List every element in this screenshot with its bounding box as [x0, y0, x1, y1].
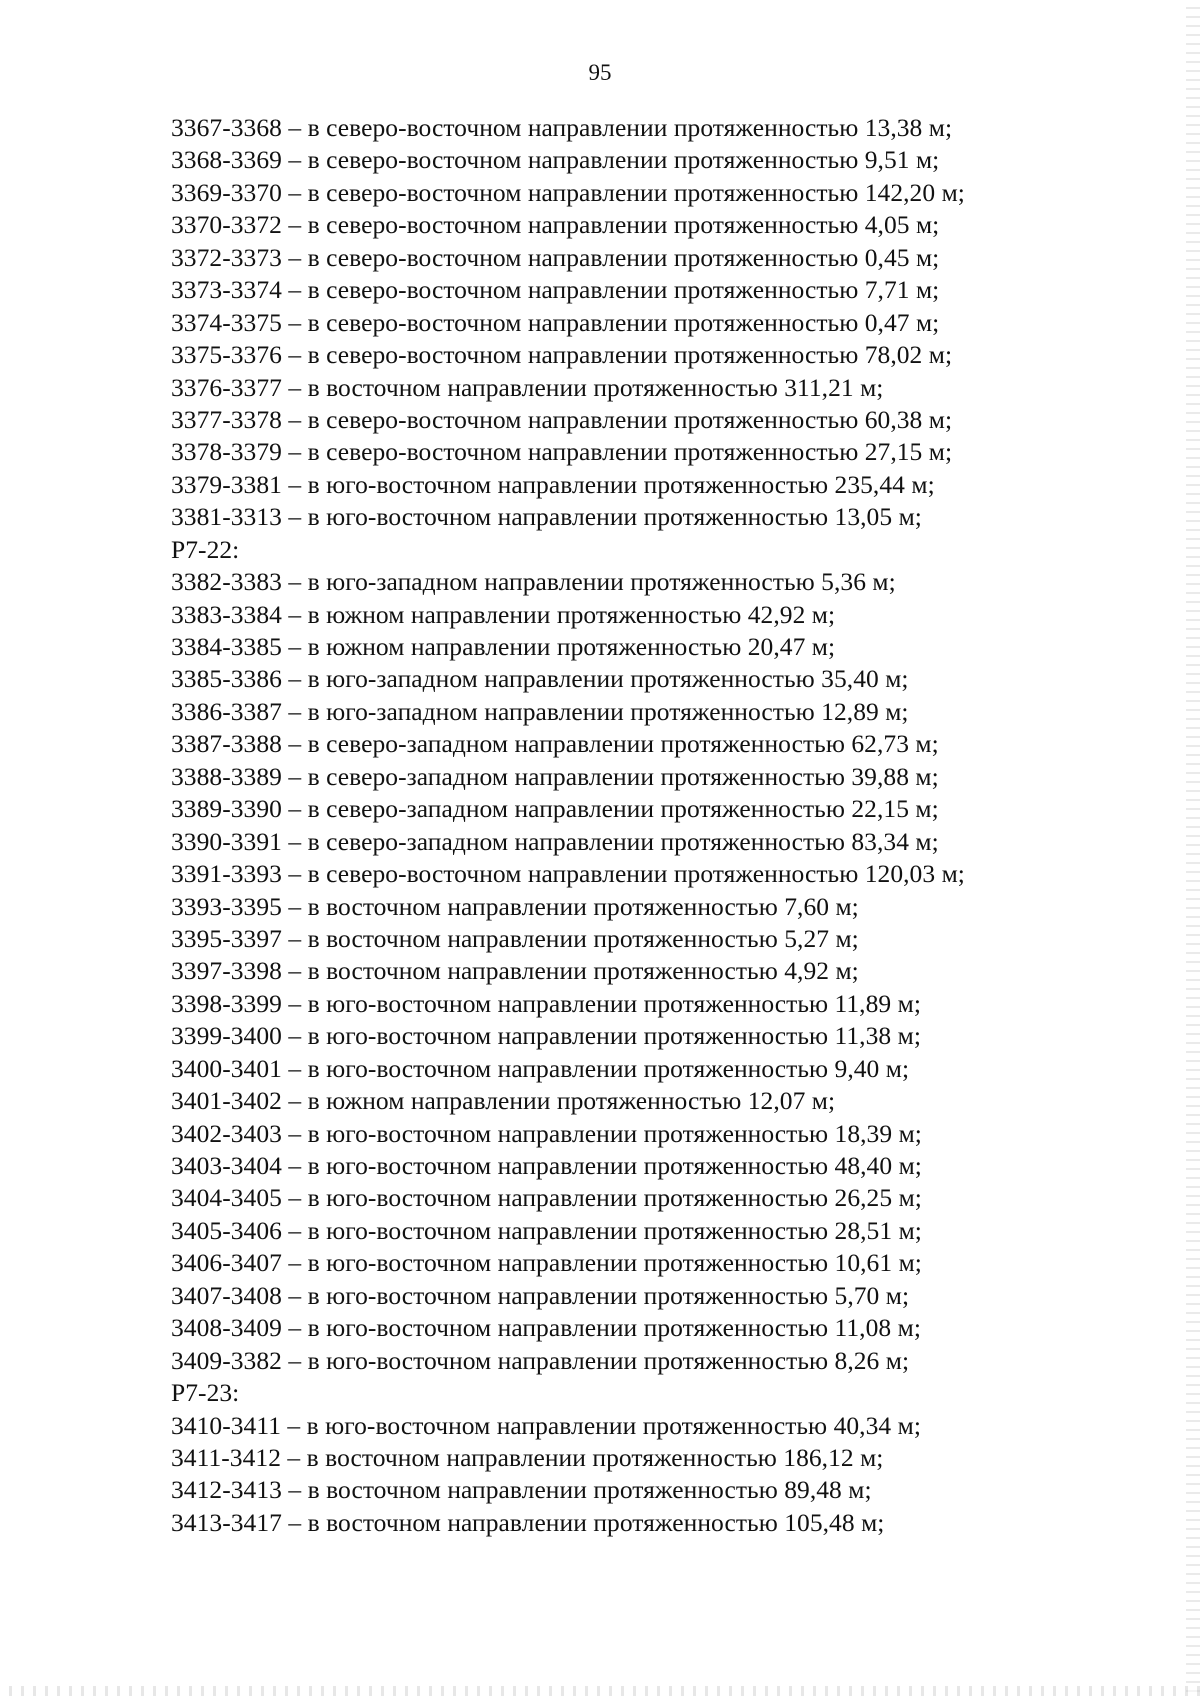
- segment-line: 3406-3407 – в юго-восточном направлении протяженностью 10,61 м;: [171, 1248, 922, 1278]
- segment-line: 3378-3379 – в северо-восточном направлении протяженностью 27,15 м;: [171, 437, 953, 467]
- segment-line: 3391-3393 – в северо-восточном направлении протяженностью 120,03 м;: [171, 859, 965, 889]
- segment-line: 3401-3402 – в южном направлении протяженностью 12,07 м;: [171, 1086, 836, 1116]
- scan-edge-right: [1186, 0, 1200, 1696]
- segment-line: 3367-3368 – в северо-восточном направлении протяженностью 13,38 м;: [171, 113, 953, 142]
- segment-line: 3377-3378 – в северо-восточном направлении протяженностью 60,38 м;: [171, 404, 953, 434]
- segment-line: 3411-3412 – в восточном направлении протяженностью 186,12 м;: [171, 1442, 884, 1472]
- segment-line: 3372-3373 – в северо-восточном направлении протяженностью 0,45 м;: [171, 242, 940, 272]
- segment-line: 3393-3395 – в восточном направлении протяженностью 7,60 м;: [171, 891, 859, 921]
- segment-line: 3370-3372 – в северо-восточном направлении протяженностью 4,05 м;: [171, 210, 940, 240]
- segment-line: 3379-3381 – в юго-восточном направлении протяженностью 235,44 м;: [171, 469, 935, 499]
- segment-line: 3390-3391 – в северо-западном направлении протяженностью 83,34 м;: [171, 826, 939, 856]
- segment-line: 3382-3383 – в юго-западном направлении протяженностью 5,36 м;: [171, 567, 896, 597]
- segment-line: 3405-3406 – в юго-восточном направлении протяженностью 28,51 м;: [171, 1215, 922, 1245]
- segment-line: 3373-3374 – в северо-восточном направлении протяженностью 7,71 м;: [171, 275, 940, 305]
- boundary-segment-list: [171, 112, 1111, 1539]
- segment-line: 3383-3384 – в южном направлении протяженностью 42,92 м;: [171, 599, 836, 629]
- segment-line: 3400-3401 – в юго-восточном направлении протяженностью 9,40 м;: [171, 1053, 910, 1083]
- segment-line: 3402-3403 – в юго-восточном направлении протяженностью 18,39 м;: [171, 1118, 922, 1148]
- segment-line: 3395-3397 – в восточном направлении протяженностью 5,27 м;: [171, 923, 859, 953]
- segment-line: 3387-3388 – в северо-западном направлении протяженностью 62,73 м;: [171, 729, 939, 759]
- segment-line: 3375-3376 – в северо-восточном направлении протяженностью 78,02 м;: [171, 340, 953, 370]
- segment-line: 3404-3405 – в юго-восточном направлении протяженностью 26,25 м;: [171, 1183, 922, 1213]
- segment-line: 3388-3389 – в северо-западном направлении протяженностью 39,88 м;: [171, 761, 939, 791]
- segment-line: 3376-3377 – в восточном направлении протяженностью 311,21 м;: [171, 372, 884, 402]
- segment-line: 3403-3404 – в юго-восточном направлении протяженностью 48,40 м;: [171, 1151, 922, 1180]
- section-heading: Р7-23:: [171, 1378, 240, 1408]
- page-number: 95: [588, 60, 612, 85]
- segment-line: 3408-3409 – в юго-восточном направлении протяженностью 11,08 м;: [171, 1313, 921, 1343]
- segment-line: 3410-3411 – в юго-восточном направлении протяженностью 40,34 м;: [171, 1410, 921, 1440]
- segment-line: 3397-3398 – в восточном направлении протяженностью 4,92 м;: [171, 956, 859, 986]
- segment-line: 3389-3390 – в северо-западном направлении протяженностью 22,15 м;: [171, 794, 939, 824]
- segment-line: 3398-3399 – в юго-восточном направлении протяженностью 11,89 м;: [171, 988, 921, 1018]
- segment-line: 3368-3369 – в северо-восточном направлении протяженностью 9,51 м;: [171, 145, 940, 175]
- segment-line: 3409-3382 – в юго-восточном направлении протяженностью 8,26 м;: [171, 1345, 910, 1375]
- segment-line: 3374-3375 – в северо-восточном направлении протяженностью 0,47 м;: [171, 307, 940, 337]
- segment-line: 3413-3417 – в восточном направлении протяженностью 105,48 м;: [171, 1507, 885, 1537]
- segment-line: 3407-3408 – в юго-восточном направлении протяженностью 5,70 м;: [171, 1280, 910, 1310]
- segment-line: 3385-3386 – в юго-западном направлении протяженностью 35,40 м;: [171, 664, 909, 694]
- segment-line: 3381-3313 – в юго-восточном направлении протяженностью 13,05 м;: [171, 502, 922, 532]
- scan-edge-bottom: [0, 1686, 1200, 1696]
- segment-line: 3399-3400 – в юго-восточном направлении протяженностью 11,38 м;: [171, 1021, 921, 1051]
- segment-line: 3369-3370 – в северо-восточном направлении протяженностью 142,20 м;: [171, 177, 965, 207]
- segment-line: 3412-3413 – в восточном направлении протяженностью 89,48 м;: [171, 1475, 872, 1505]
- segment-line: 3386-3387 – в юго-западном направлении протяженностью 12,89 м;: [171, 696, 909, 726]
- section-heading: Р7-22:: [171, 534, 240, 564]
- segment-line: 3384-3385 – в южном направлении протяженностью 20,47 м;: [171, 632, 836, 661]
